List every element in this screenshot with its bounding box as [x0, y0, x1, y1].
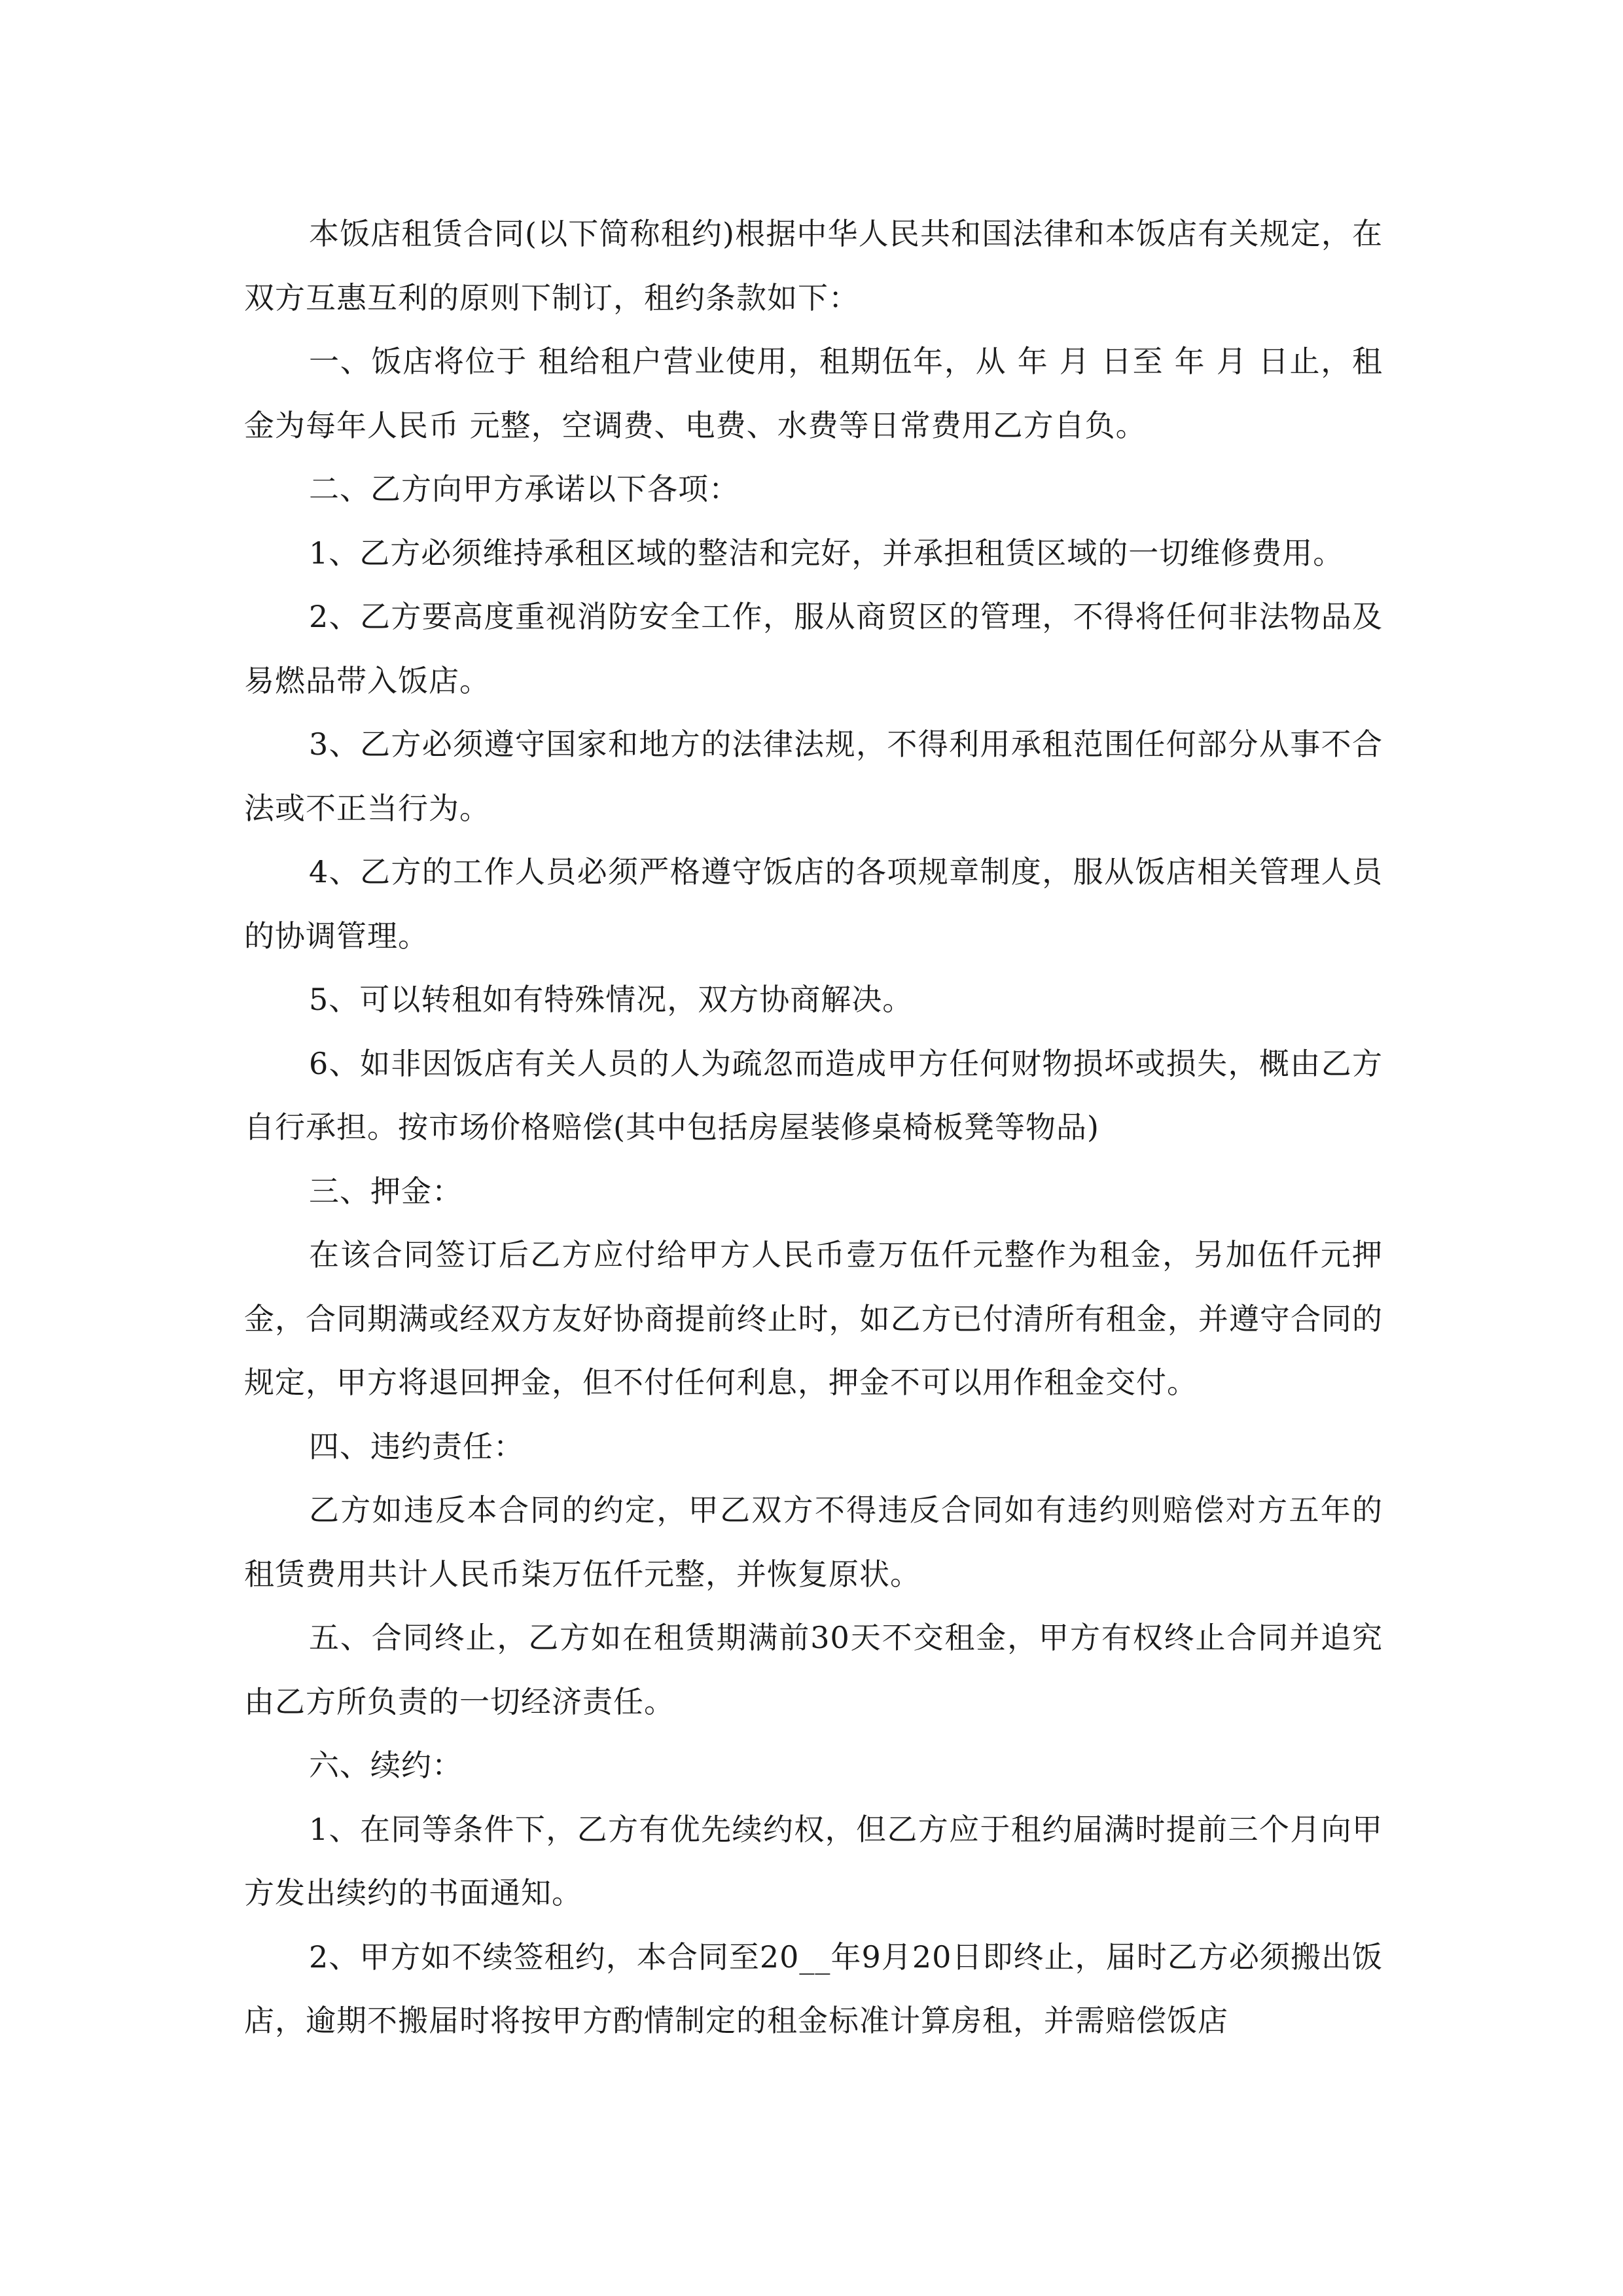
- clause-3-paragraph: 在该合同签订后乙方应付给甲方人民币壹万伍仟元整作为租金，另加伍仟元押金，合同期满或经双方友好协商提前终止时，如乙方已付清所有租金，并遵守合同的规定，甲方将退回押金，但不付任何利息，押金不可以用作租金交付。: [244, 1237, 1383, 1400]
- clause-2-item-2: 2、乙方要高度重视消防安全工作，服从商贸区的管理，不得将任何非法物品及易燃品带入饭店。: [244, 599, 1383, 698]
- clause-2-heading: 二、乙方向甲方承诺以下各项：: [309, 471, 740, 507]
- contract-body: [244, 202, 1383, 2053]
- clause-6-heading: 六、续约：: [309, 1748, 463, 1783]
- clause-3-heading: 三、押金：: [309, 1173, 463, 1209]
- clause-6-item-2: 2、甲方如不续签租约，本合同至20__年9月20日即终止，届时乙方必须搬出饭店，逾期不搬届时将按甲方酌情制定的租金标准计算房租，并需赔偿饭店: [244, 1939, 1383, 2038]
- clause-2-item-4: 4、乙方的工作人员必须严格遵守饭店的各项规章制度，服从饭店相关管理人员的协调管理。: [244, 854, 1383, 954]
- clause-4-paragraph: 乙方如违反本合同的约定，甲乙双方不得违反合同如有违约则赔偿对方五年的租赁费用共计人民币柒万伍仟元整，并恢复原状。: [244, 1492, 1383, 1592]
- clause-4-heading: 四、违约责任：: [309, 1428, 524, 1464]
- clause-6-item-1: 1、在同等条件下，乙方有优先续约权，但乙方应于租约届满时提前三个月向甲方发出续约的书面通知。: [244, 1811, 1383, 1910]
- clause-5-paragraph: 五、合同终止，乙方如在租赁期满前30天不交租金，甲方有权终止合同并追究由乙方所负责的一切经济责任。: [244, 1620, 1383, 1719]
- clause-2-item-3: 3、乙方必须遵守国家和地方的法律法规，不得利用承租范围任何部分从事不合法或不正当行为。: [244, 726, 1383, 826]
- intro-paragraph: 本饭店租赁合同(以下简称租约)根据中华人民共和国法律和本饭店有关规定，在双方互惠互利的原则下制订，租约条款如下：: [244, 216, 1383, 315]
- clause-2-item-5: 5、可以转租如有特殊情况，双方协商解决。: [309, 982, 914, 1017]
- clause-2-item-6: 6、如非因饭店有关人员的人为疏忽而造成甲方任何财物损坏或损失，概由乙方自行承担。按市场价格赔偿(其中包括房屋装修桌椅板凳等物品): [244, 1045, 1383, 1145]
- clause-2-item-1: 1、乙方必须维持承租区域的整洁和完好，并承担租赁区域的一切维修费用。: [309, 535, 1344, 571]
- clause-1-paragraph: 一、饭店将位于 租给租户营业使用，租期伍年，从 年 月 日至 年 月 日止，租金为每年人民币 元整，空调费、电费、水费等日常费用乙方自负。: [244, 344, 1383, 443]
